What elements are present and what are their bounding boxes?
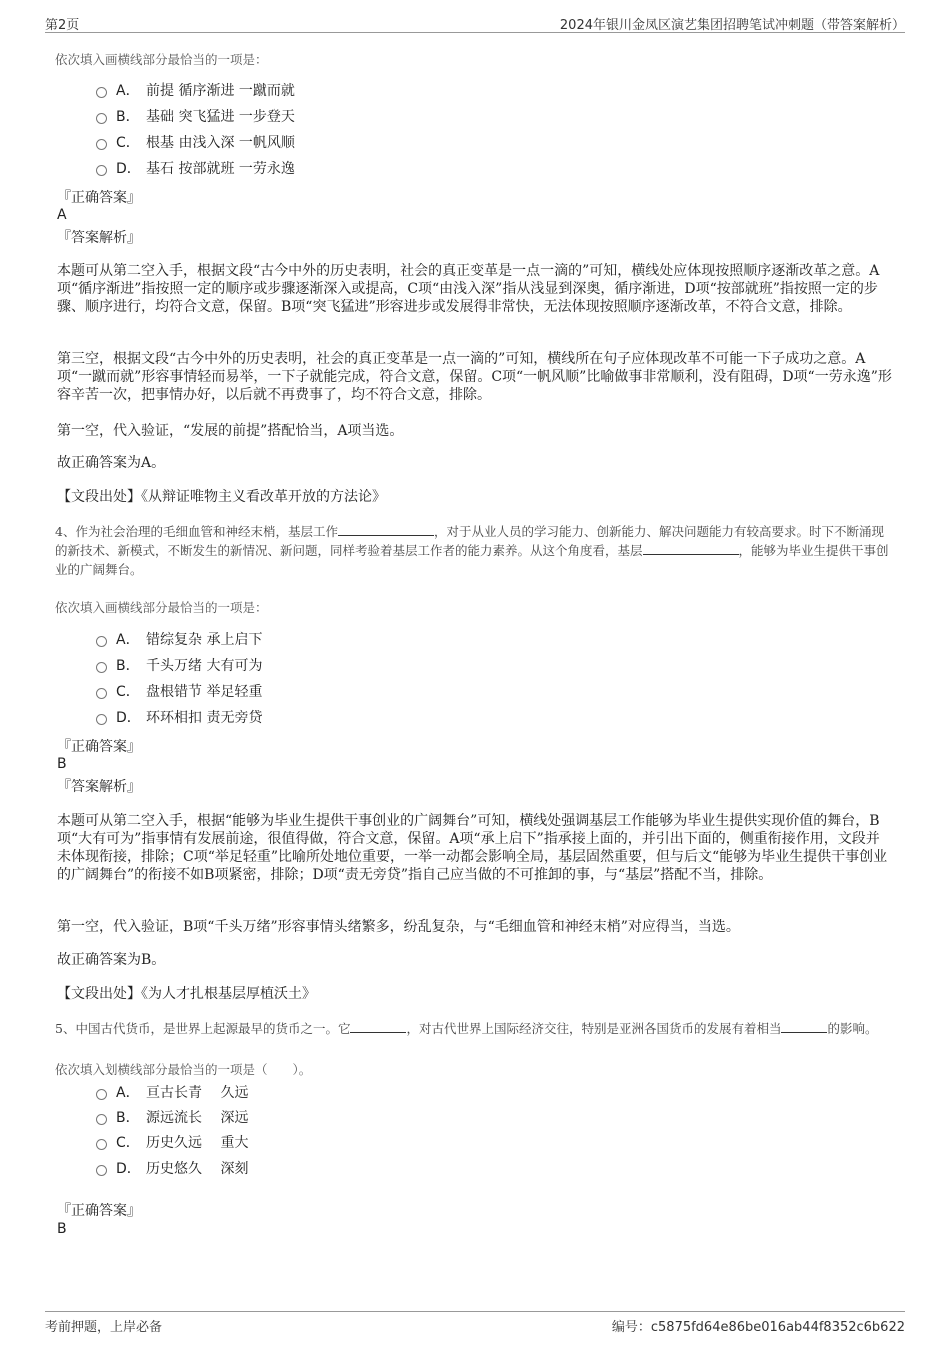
q3-option-a[interactable]: A． 前提 循序渐进 一蹴而就 [96,80,295,102]
q3-analysis-paragraph: 第一空，代入验证，“发展的前提”搭配恰当，A项当选。 [57,423,404,439]
document-title: 2024年银川金凤区演艺集团招聘笔试冲刺题（带答案解析） [559,18,905,33]
q4-analysis-label: 『答案解析』 [57,779,141,795]
q4-analysis-paragraph: 本题可从第二空入手，根据“能够为毕业生提供干事创业的广阔舞台”可知，横线处强调基层工作能够为毕业生提供实现价值的舞台，B项“大有可为”指事情有发展前途，很值得做，符合文意，保留。A项“承上启下”指承接上面的，并引出下面的，侧重衔接作用，文段并未体现衔接，排除；C项“举足轻重”比喻所处地位重要，一举一动都会影响全局，基层固然重要，但与后文“能够为毕业生提供干事创业的广阔舞台”的衔接不如B项紧密，排除；D项“责无旁贷”指自己应当做的不可推卸的事，与“基层”搭配不当，排除。 [57,813,888,883]
radio-icon[interactable] [96,662,107,673]
q4-option-b[interactable]: B． 千头万绪 大有可为 [96,655,262,677]
fill-blank [350,1020,406,1033]
q5-question: 5、中国古代货币，是世界上起源最早的货币之一。它 ，对古代世界上国际经济交往，特别是亚洲各国货币的发展有着相当 的影响。 [55,1021,878,1036]
q3-analysis-label: 『答案解析』 [57,230,141,246]
q4-question: 4、作为社会治理的毛细血管和神经末梢，基层工作 ，对于从业人员的学习能力、创新能力、解决问题能力有较高要求。时下不断涌现的新技术、新模式，不断发生的新情况、新问题，同样考验着基层工作者的能力素养。从这个角度看，基层 ，能够为毕业生提供干事创业的广阔舞台。 [55,524,889,577]
page-number: 第2页 [45,18,80,33]
q4-prompt: 依次填入画横线部分最恰当的一项是： [55,600,268,615]
radio-icon[interactable] [96,113,107,124]
q5-prompt: 依次填入划横线部分最恰当的一项是（ ）。 [55,1062,312,1077]
page-footer [45,1311,905,1336]
page-header [45,12,905,33]
q4-source: 【文段出处】《为人才扎根基层厚植沃土》 [57,986,316,1002]
q4-option-d[interactable]: D． 环环相扣 责无旁贷 [96,707,262,729]
q5-option-d[interactable]: D． 历史悠久 深刻 [96,1158,248,1180]
document-id: 编号：c5875fd64e86be016ab44f8352c6b622 [611,1320,905,1335]
q4-answer: B [57,756,67,772]
q4-answer-label: 『正确答案』 [57,739,141,755]
q4-option-c[interactable]: C． 盘根错节 举足轻重 [96,681,262,703]
radio-icon[interactable] [96,636,107,647]
q5-option-a[interactable]: A． 亘古长青 久远 [96,1082,248,1104]
radio-icon[interactable] [96,714,107,725]
q3-analysis-paragraph: 本题可从第二空入手，根据文段“古今中外的历史表明，社会的真正变革是一点一滴的”可知，横线处应体现按照顺序逐渐改革之意。A项“循序渐进”指按照一定的顺序或步骤逐渐深入或提高，C项“由浅入深”指从浅显到深奥，循序渐进，D项“按部就班”指按照一定的步骤、顺序进行，均符合文意，保留。B项“突飞猛进”形容进步或发展得非常快，无法体现按照顺序逐渐改革，不符合文意，排除。 [57,263,880,315]
q3-option-d[interactable]: D． 基石 按部就班 一劳永逸 [96,158,295,180]
q5-answer: B [57,1221,67,1237]
q3-analysis-paragraph: 第三空，根据文段“古今中外的历史表明，社会的真正变革是一点一滴的”可知，横线所在句子应体现改革不可能一下子成功之意。A项“一蹴而就”形容事情轻而易举，一下子就能完成，符合文意，保留。C项“一帆风顺”比喻做事非常顺利，没有阻碍，D项“一劳永逸”形容辛苦一次，把事情办好，以后就不再费事了，均不符合文意，排除。 [57,351,892,403]
q3-option-b[interactable]: B． 基础 突飞猛进 一步登天 [96,106,295,128]
radio-icon[interactable] [96,1165,107,1176]
radio-icon[interactable] [96,1114,107,1125]
q3-option-c[interactable]: C． 根基 由浅入深 一帆风顺 [96,132,295,154]
q4-analysis-paragraph: 故正确答案为B。 [57,952,166,968]
q3-answer: A [57,207,67,223]
radio-icon[interactable] [96,1089,107,1100]
footer-slogan: 考前押题，上岸必备 [45,1320,163,1335]
radio-icon[interactable] [96,1139,107,1150]
q5-option-c[interactable]: C． 历史久远 重大 [96,1132,248,1154]
q4-analysis-paragraph: 第一空，代入验证，B项“千头万绪”形容事情头绪繁多，纷乱复杂，与“毛细血管和神经末梢”对应得当，当选。 [57,919,740,935]
q5-option-b[interactable]: B． 源远流长 深远 [96,1107,248,1129]
q3-source: 【文段出处】《从辩证唯物主义看改革开放的方法论》 [57,489,386,505]
fill-blank [643,542,739,555]
fill-blank [781,1020,827,1033]
radio-icon[interactable] [96,165,107,176]
q5-answer-label: 『正确答案』 [57,1203,141,1219]
q3-prompt: 依次填入画横线部分最恰当的一项是： [55,52,268,67]
radio-icon[interactable] [96,688,107,699]
q3-answer-label: 『正确答案』 [57,190,141,206]
q4-option-a[interactable]: A． 错综复杂 承上启下 [96,629,262,651]
q3-analysis-paragraph: 故正确答案为A。 [57,455,166,471]
fill-blank [338,523,434,536]
radio-icon[interactable] [96,87,107,98]
radio-icon[interactable] [96,139,107,150]
